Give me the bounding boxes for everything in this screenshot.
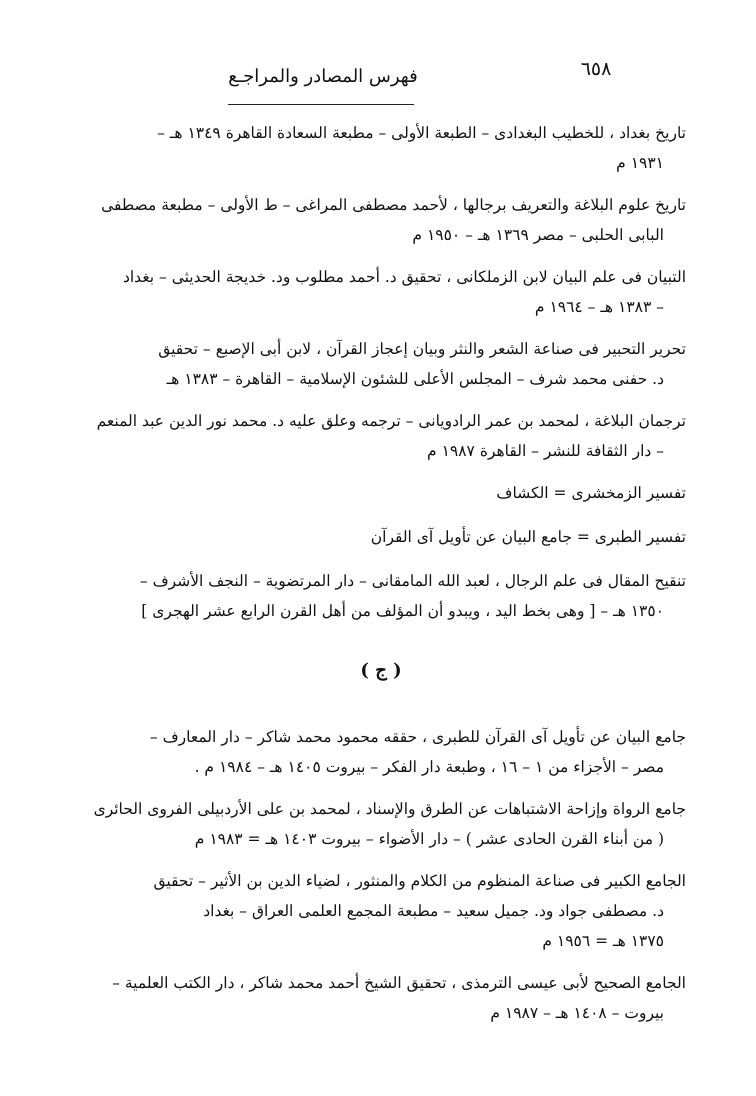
- bibliography-entry: [76, 522, 686, 552]
- page-number: ٦٥٨: [580, 58, 612, 80]
- bibliography-entry: [76, 406, 686, 466]
- entry-first-line: تحرير التحبير فى صناعة الشعر والنثر وبيان إعجاز القرآن ، لابن أبى الإصبع – تحقيق: [158, 340, 686, 358]
- entry-continuation-line: ١٣٥٠ هـ – [ وهى بخط اليد ، ويبدو أن المؤلف من أهل القرن الرابع عشر الهجرى ]: [141, 602, 664, 620]
- entry-first-line: جامع الرواة وإزاحة الاشتباهات عن الطرق والإسناد ، لمحمد بن على الأردبيلى الفروى الحائرى: [93, 800, 686, 818]
- bibliography-entry: [76, 478, 686, 508]
- entry-first-line: الجامع الصحيح لأبى عيسى الترمذى ، تحقيق الشيخ أحمد محمد شاكر ، دار الكتب العلمية –: [112, 974, 686, 992]
- bibliography-entry: [76, 866, 686, 956]
- entry-continuation-line: البابى الحلبى – مصر ١٣٦٩ هـ – ١٩٥٠ م: [412, 226, 664, 244]
- entry-first-line: تاريخ علوم البلاغة والتعريف برجالها ، لأحمد مصطفى المراغى – ط الأولى – مطبعة مصطفى: [101, 196, 686, 214]
- entry-first-line: تاريخ بغداد ، للخطيب البغدادى – الطبعة الأولى – مطبعة السعادة القاهرة ١٣٤٩ هـ –: [157, 124, 686, 142]
- entry-first-line: تفسير الطبرى = جامع البيان عن تأويل آى القرآن: [370, 528, 686, 546]
- entry-continuation-line: د. حفنى محمد شرف – المجلس الأعلى للشئون الإسلامية – القاهرة – ١٣٨٣ هـ: [166, 370, 664, 388]
- bibliography-entry: [76, 334, 686, 394]
- entry-continuation-line: مصر – الأجزاء من ١ – ١٦ ، وطبعة دار الفكر – بيروت ١٤٠٥ هـ – ١٩٨٤ م .: [194, 758, 664, 776]
- entry-continuation-line: ( من أبناء القرن الحادى عشر ) – دار الأضواء – بيروت ١٤٠٣ هـ = ١٩٨٣ م: [194, 830, 664, 848]
- entries-after-section: [76, 722, 686, 1028]
- entry-first-line: تنقيح المقال فى علم الرجال ، لعبد الله المامقانى – دار المرتضوية – النجف الأشرف –: [139, 572, 686, 590]
- entry-continuation-line: بيروت – ١٤٠٨ هـ – ١٩٨٧ م: [490, 1004, 664, 1022]
- entry-continuation-line: د. مصطفى جواد ود. جميل سعيد – مطبعة المجمع العلمى العراق – بغداد: [203, 902, 664, 920]
- entry-first-line: الجامع الكبير فى صناعة المنظوم من الكلام والمنثور ، لضياء الدين بن الأثير – تحقيق: [153, 872, 686, 890]
- entry-continuation-line: ١٣٧٥ هـ = ١٩٥٦ م: [542, 932, 664, 950]
- entry-continuation-line: ١٩٣١ م: [616, 154, 664, 172]
- bibliography-entry: [76, 794, 686, 854]
- bibliography-list: [76, 118, 686, 1040]
- bibliography-entry: [76, 968, 686, 1028]
- bibliography-entry: [76, 190, 686, 250]
- entry-continuation-line: – ١٣٨٣ هـ – ١٩٦٤ م: [534, 298, 664, 316]
- entry-first-line: التبيان فى علم البيان لابن الزملكانى ، تحقيق د. أحمد مطلوب ود. خديجة الحديثى – بغداد: [122, 268, 686, 286]
- entry-first-line: ترجمان البلاغة ، لمحمد بن عمر الرادويانى – ترجمه وعلق عليه د. محمد نور الدين عبد المنعم: [96, 412, 686, 430]
- bibliography-entry: [76, 566, 686, 626]
- bibliography-entry: [76, 262, 686, 322]
- bibliography-entry: [76, 118, 686, 178]
- bibliography-entry: [76, 722, 686, 782]
- entries-before-section: [76, 118, 686, 626]
- section-letter-heading: ( ج ): [360, 660, 402, 681]
- running-title: فهرس المصادر والمراجـع: [228, 66, 418, 87]
- entry-first-line: جامع البيان عن تأويل آى القرآن للطبرى ، حققه محمود محمد شاكر – دار المعارف –: [149, 728, 686, 746]
- entry-continuation-line: – دار الثقافة للنشر – القاهرة ١٩٨٧ م: [427, 442, 664, 460]
- header-rule: [228, 104, 414, 105]
- entry-first-line: تفسير الزمخشرى = الكشاف: [496, 484, 686, 502]
